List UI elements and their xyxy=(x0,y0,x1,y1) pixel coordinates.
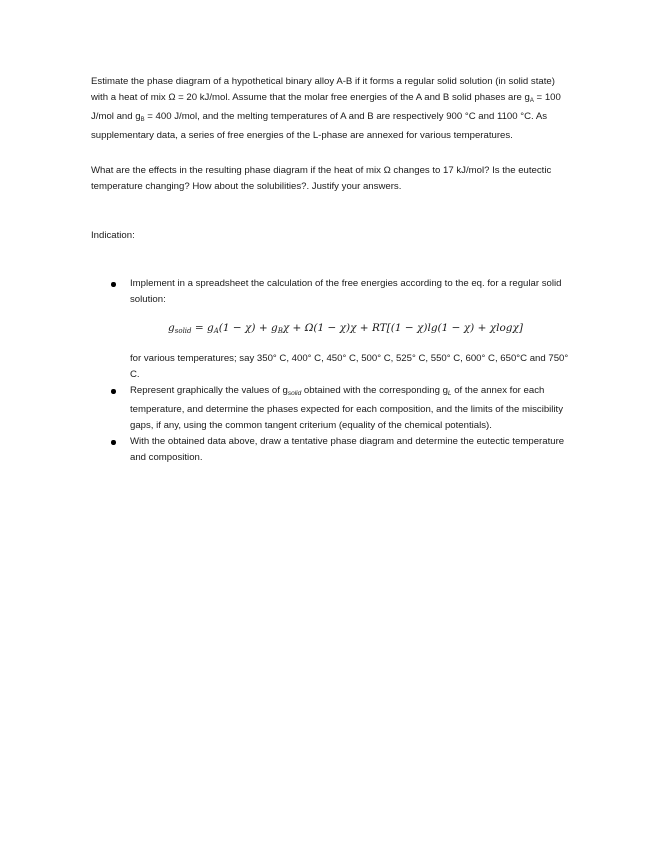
list-item xyxy=(91,434,571,466)
indication-list xyxy=(91,276,571,466)
subscript-solid: solid xyxy=(287,390,302,397)
bullet-2-text-b: obtained with the corresponding g xyxy=(301,385,448,396)
bullet-1-text: Implement in a spreadsheet the calculation of the free energies according to the eq. for a regular solid solution: xyxy=(130,278,562,305)
equation-part-2: (1 − χ) + g xyxy=(218,322,278,334)
bullet-3-text: With the obtained data above, draw a tentative phase diagram and determine the eutectic temperature and composition. xyxy=(130,436,565,463)
list-item xyxy=(91,383,571,434)
equation-subscript-b: B xyxy=(277,327,283,335)
statement-text-c: = 400 J/mol, and the melting temperatures of A and B are respectively 900 °C and 1100 °C. As supplementary data, a series of free energies of the L-phase are annexed for various temperatures. xyxy=(91,111,548,141)
bullet-2-text-c: of the annex for each temperature, and determine the phases expected for each composition, and the limits of the miscibility gaps, if any, using the common tangent criterium (equality of the chemical potentials). xyxy=(130,385,564,431)
temperature-list-text: for various temperatures; say 350° C, 400° C, 450° C, 500° C, 525° C, 550° C, 600° C, 650°C and 750° C. xyxy=(130,353,569,380)
problem-statement xyxy=(91,74,571,144)
regular-solution-equation xyxy=(120,320,571,339)
list-item xyxy=(91,276,571,383)
equation-part-1: = g xyxy=(191,322,214,334)
equation-part-3: χ + Ω(1 − χ)χ + RT[(1 − χ)lg(1 − χ) + χlogχ] xyxy=(282,322,523,334)
equation-subscript-a: A xyxy=(213,327,219,335)
subscript-a: A xyxy=(529,98,534,104)
equation-lhs-subscript: solid xyxy=(174,327,192,335)
bullet-2-text-a: Represent graphically the values of g xyxy=(130,385,288,396)
bullet-icon xyxy=(111,389,116,394)
question-paragraph: What are the effects in the resulting phase diagram if the heat of mix Ω changes to 17 kJ/mol? Is the eutectic temperature changing? How about the solubilities?. Justify your answers. xyxy=(91,165,552,192)
bullet-icon xyxy=(111,282,116,287)
indication-label: Indication: xyxy=(91,230,135,241)
statement-text-a: Estimate the phase diagram of a hypothetical binary alloy A-B if it forms a regular solid solution (in solid state) with a heat of mix Ω = 20 kJ/mol. Assume that the molar free energies of the A and B solid phases are g xyxy=(91,76,555,103)
equation-lhs: g xyxy=(168,322,175,334)
subscript-b: B xyxy=(140,117,145,123)
subscript-l: L xyxy=(447,390,452,397)
statement-text-b: = 100 J/mol and g xyxy=(91,92,561,122)
bullet-icon xyxy=(111,440,116,445)
